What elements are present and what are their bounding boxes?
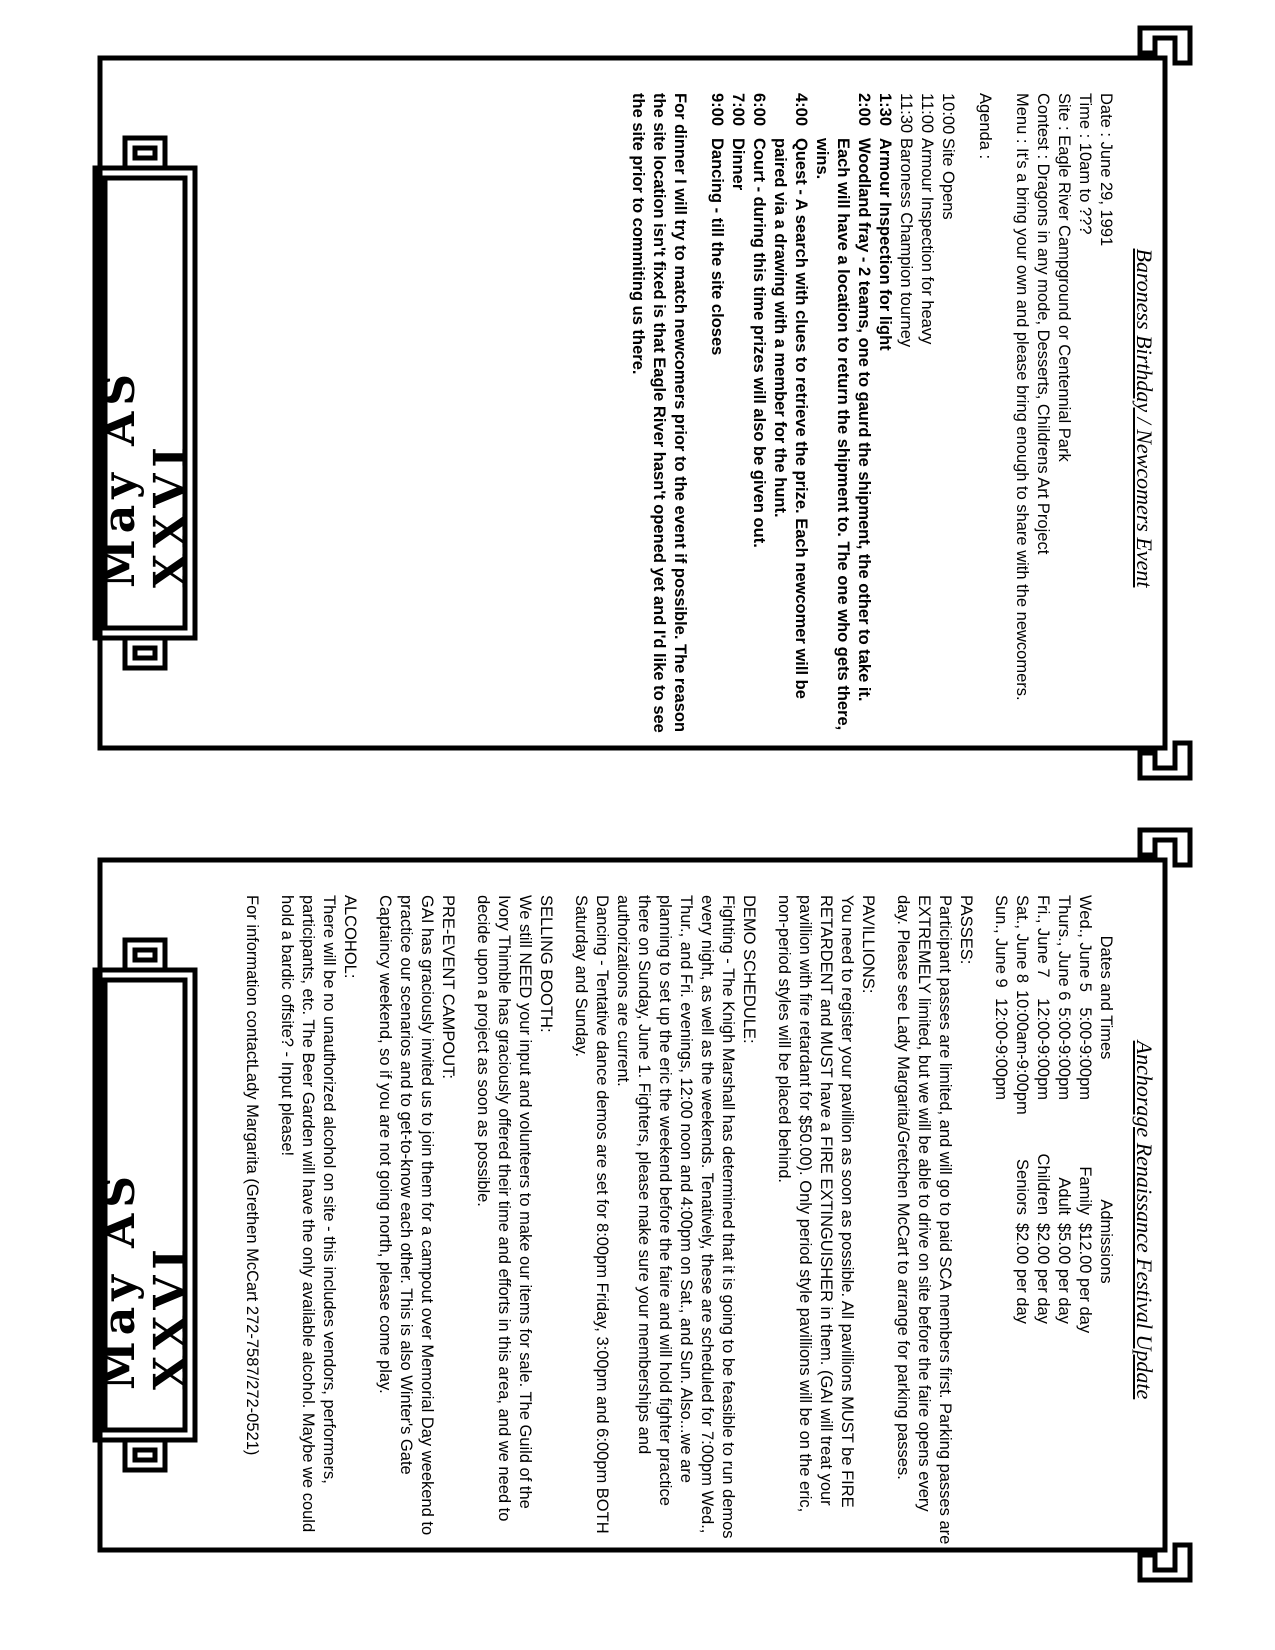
agenda-time: 9:00	[708, 93, 726, 127]
dinner-note: For dinner I will try to match newcomers prior to the event if possible. The reason the site location isn't fixed is that Eagle River hasn't opened yet and I'd like to see the site prior to commiting us there.	[629, 93, 689, 733]
alcohol-text: There will be no unauthorized alcohol on site - this includes vendors, performers, participants, etc. The Beer Garden will have the only available alcohol. Maybe we could hold a bardic offsite? - Input please!	[278, 895, 338, 1533]
banner-title: May AS XXVI	[94, 367, 196, 588]
meta-date: Date : June 29, 1991	[1097, 93, 1115, 247]
event-title: Baroness Birthday / Newcomers Event	[1132, 248, 1157, 588]
contact-line: For information contactLady Margarita (Grethen McCart 272-7587/272-0521)	[243, 895, 261, 1456]
dates-column	[990, 895, 1116, 1115]
agenda-desc: Armour Inspection for heavy	[918, 138, 936, 345]
agenda-desc: Armour Inspection for light	[876, 138, 894, 351]
agenda-item	[706, 93, 727, 743]
admission-price: $2.00 per day	[1034, 1223, 1052, 1324]
date-row	[1011, 895, 1032, 1115]
agenda-time: 7:00	[729, 93, 747, 127]
selling-section	[472, 895, 556, 1545]
agenda-time: 4:00	[792, 93, 810, 127]
agenda-time: 6:00	[750, 93, 768, 127]
agenda-item	[937, 93, 958, 743]
demo-section	[570, 895, 759, 1545]
agenda-desc: Quest - A search with clues to retrieve the prize. Each newcomer will be paired via a drawing with a member for the hunt.	[771, 138, 810, 699]
agenda-time: 11:00	[918, 93, 936, 134]
dates-header: Dates and Times	[1097, 935, 1115, 1060]
meta-contest: Contest : Dragons in any mode, Desserts, Childrens Art Project	[1034, 93, 1052, 555]
passes-title: PASSES:	[957, 895, 975, 965]
agenda-item	[874, 93, 895, 743]
admission-row	[1074, 1140, 1095, 1343]
agenda-time: 11:30	[897, 93, 915, 134]
date-day: Thurs., June 6	[1055, 895, 1073, 1001]
admission-type: Seniors	[1013, 1159, 1031, 1215]
date-time: 12:00-9:00pm	[1034, 998, 1052, 1100]
pavillions-title: PAVILLIONS:	[859, 895, 877, 994]
date-row	[1053, 895, 1074, 1100]
alcohol-title: ALCOHOL:	[341, 895, 359, 979]
agenda-label: Agenda :	[976, 93, 994, 160]
date-day: Sun., June 9	[992, 895, 1010, 988]
demo-title: DEMO SCHEDULE:	[740, 895, 758, 1044]
admissions-header: Admissions	[1097, 1199, 1115, 1284]
meta-site: Site : Eagle River Campground or Centennial Park	[1055, 93, 1073, 462]
date-day: Wed., June 5	[1076, 895, 1094, 992]
agenda-item	[727, 93, 748, 743]
festival-title: Anchorage Renaissance Festival Update	[1132, 1040, 1157, 1400]
selling-text: We still NEED your input and volunteers to make our items for sale. The Guild of the Ivory Thimble has graciously offered their time and efforts in this area, and we need to decide upon a project as soon as possible.	[474, 895, 534, 1522]
admission-row	[1011, 1140, 1032, 1343]
alcohol-section	[276, 895, 360, 1545]
agenda-item	[769, 93, 811, 743]
demo-dance-text: Dancing - Tentative dance demos are set for 8:00pm Friday, 3:00pm and 6:00pm BOTH Saturday and Sunday.	[572, 895, 611, 1534]
baroness-birthday-panel	[75, 18, 1195, 788]
admissions-column	[990, 1140, 1116, 1343]
demo-text: Fighting - The Knigh Marshall has determined that it is going to be feasible to run demos every night, as well as the weekends. Tenatively, these are scheduled for 7:00pm Wed., Thur., and Fri. evenings, 12:00 noon and 4:00pm on Sat., and Sun. Also...we are planning to set up the eric the weekend before the faire and will hold fighter practice there on Sunday, June 1. Fighters, please make sure your memberships and authorizations are current.	[614, 895, 737, 1539]
admission-price: $2.00 per day	[1013, 1223, 1031, 1324]
agenda-item	[811, 93, 874, 743]
agenda-desc: Dancing - till the site closes	[708, 138, 726, 356]
date-time: 5:00-9:00pm	[1055, 1007, 1073, 1100]
date-time: 12:00-9:00pm	[992, 998, 1010, 1100]
meta-time: Time : 10am to ???	[1076, 93, 1094, 235]
agenda-item	[748, 93, 769, 743]
passes-text: Participant passes are limited, and will go to paid SCA members first. Parking passes are EXTREMELY limited, but we will be able to drive on site before the faire opens every day. Please see Lady Margarita/Gretchen McCart to arrange for parking passes.	[894, 895, 954, 1545]
banner-title: May AS XXVI	[94, 1169, 196, 1390]
agenda-time: 1:30	[876, 93, 894, 127]
date-day: Fri., June 7	[1034, 895, 1052, 978]
campout-section	[374, 895, 458, 1545]
date-day: Sat., June 8	[1013, 895, 1031, 984]
admission-type: Family	[1076, 1166, 1094, 1215]
agenda-item	[916, 93, 937, 743]
renaissance-festival-panel	[75, 820, 1195, 1590]
festival-content	[241, 895, 1155, 1545]
pavillions-text: You need to register your pavillion as soon as possible. All pavillions MUST be FIRE RETARDENT and MUST have a FIRE EXTINGUISHER in them. (GAI will treat your pavillion with fire retardant for $50.00). Only period style pavillions will be on the eric, non-period styles will be placed behind.	[775, 895, 856, 1513]
date-time: 5:00-9:00pm	[1076, 1007, 1094, 1100]
admission-price: $5.00 per day	[1055, 1223, 1073, 1324]
campout-title: PRE-EVENT CAMPOUT:	[439, 895, 457, 1079]
agenda-time: 10:00	[939, 93, 957, 135]
campout-text: GAI has graciously invited us to join them for a campout over Memorial Day weekend to practice our scenarios and to get-to-know each other. This is also Winter's Gate Captaincy weekend, so if you are not going north, please come play.	[376, 895, 436, 1536]
agenda-desc: Site Opens	[939, 138, 957, 220]
agenda-item	[895, 93, 916, 743]
agenda-desc: Baroness Champion tourney	[897, 138, 915, 348]
passes-section	[892, 895, 976, 1545]
agenda-time: 2:00	[855, 93, 873, 127]
selling-title: SELLING BOOTH:	[537, 895, 555, 1033]
admission-row	[1032, 1140, 1053, 1343]
meta-menu: Menu : It's a bring your own and please bring enough to share with the newcomers.	[1013, 93, 1031, 701]
admission-type: Adult	[1055, 1177, 1073, 1215]
agenda-desc: Woodland fray - 2 teams, one to gaurd the shipment, the other to take it. Each will have a location to return the shipment to. The one who gets there, wins.	[813, 138, 873, 731]
pavillions-section	[773, 895, 878, 1545]
event-content	[627, 93, 1155, 743]
schedule-table	[990, 895, 1116, 1545]
date-time: 10:00am-9:00pm	[1013, 990, 1031, 1115]
date-row	[1074, 895, 1095, 1100]
admission-row	[1053, 1140, 1074, 1343]
agenda-desc: Court - during this time prizes will also be given out.	[750, 138, 768, 548]
agenda-desc: Dinner	[729, 138, 747, 191]
admission-type: Children	[1034, 1153, 1052, 1215]
admission-price: $12.00 per day	[1076, 1223, 1094, 1334]
date-row	[990, 895, 1011, 1100]
date-row	[1032, 895, 1053, 1100]
